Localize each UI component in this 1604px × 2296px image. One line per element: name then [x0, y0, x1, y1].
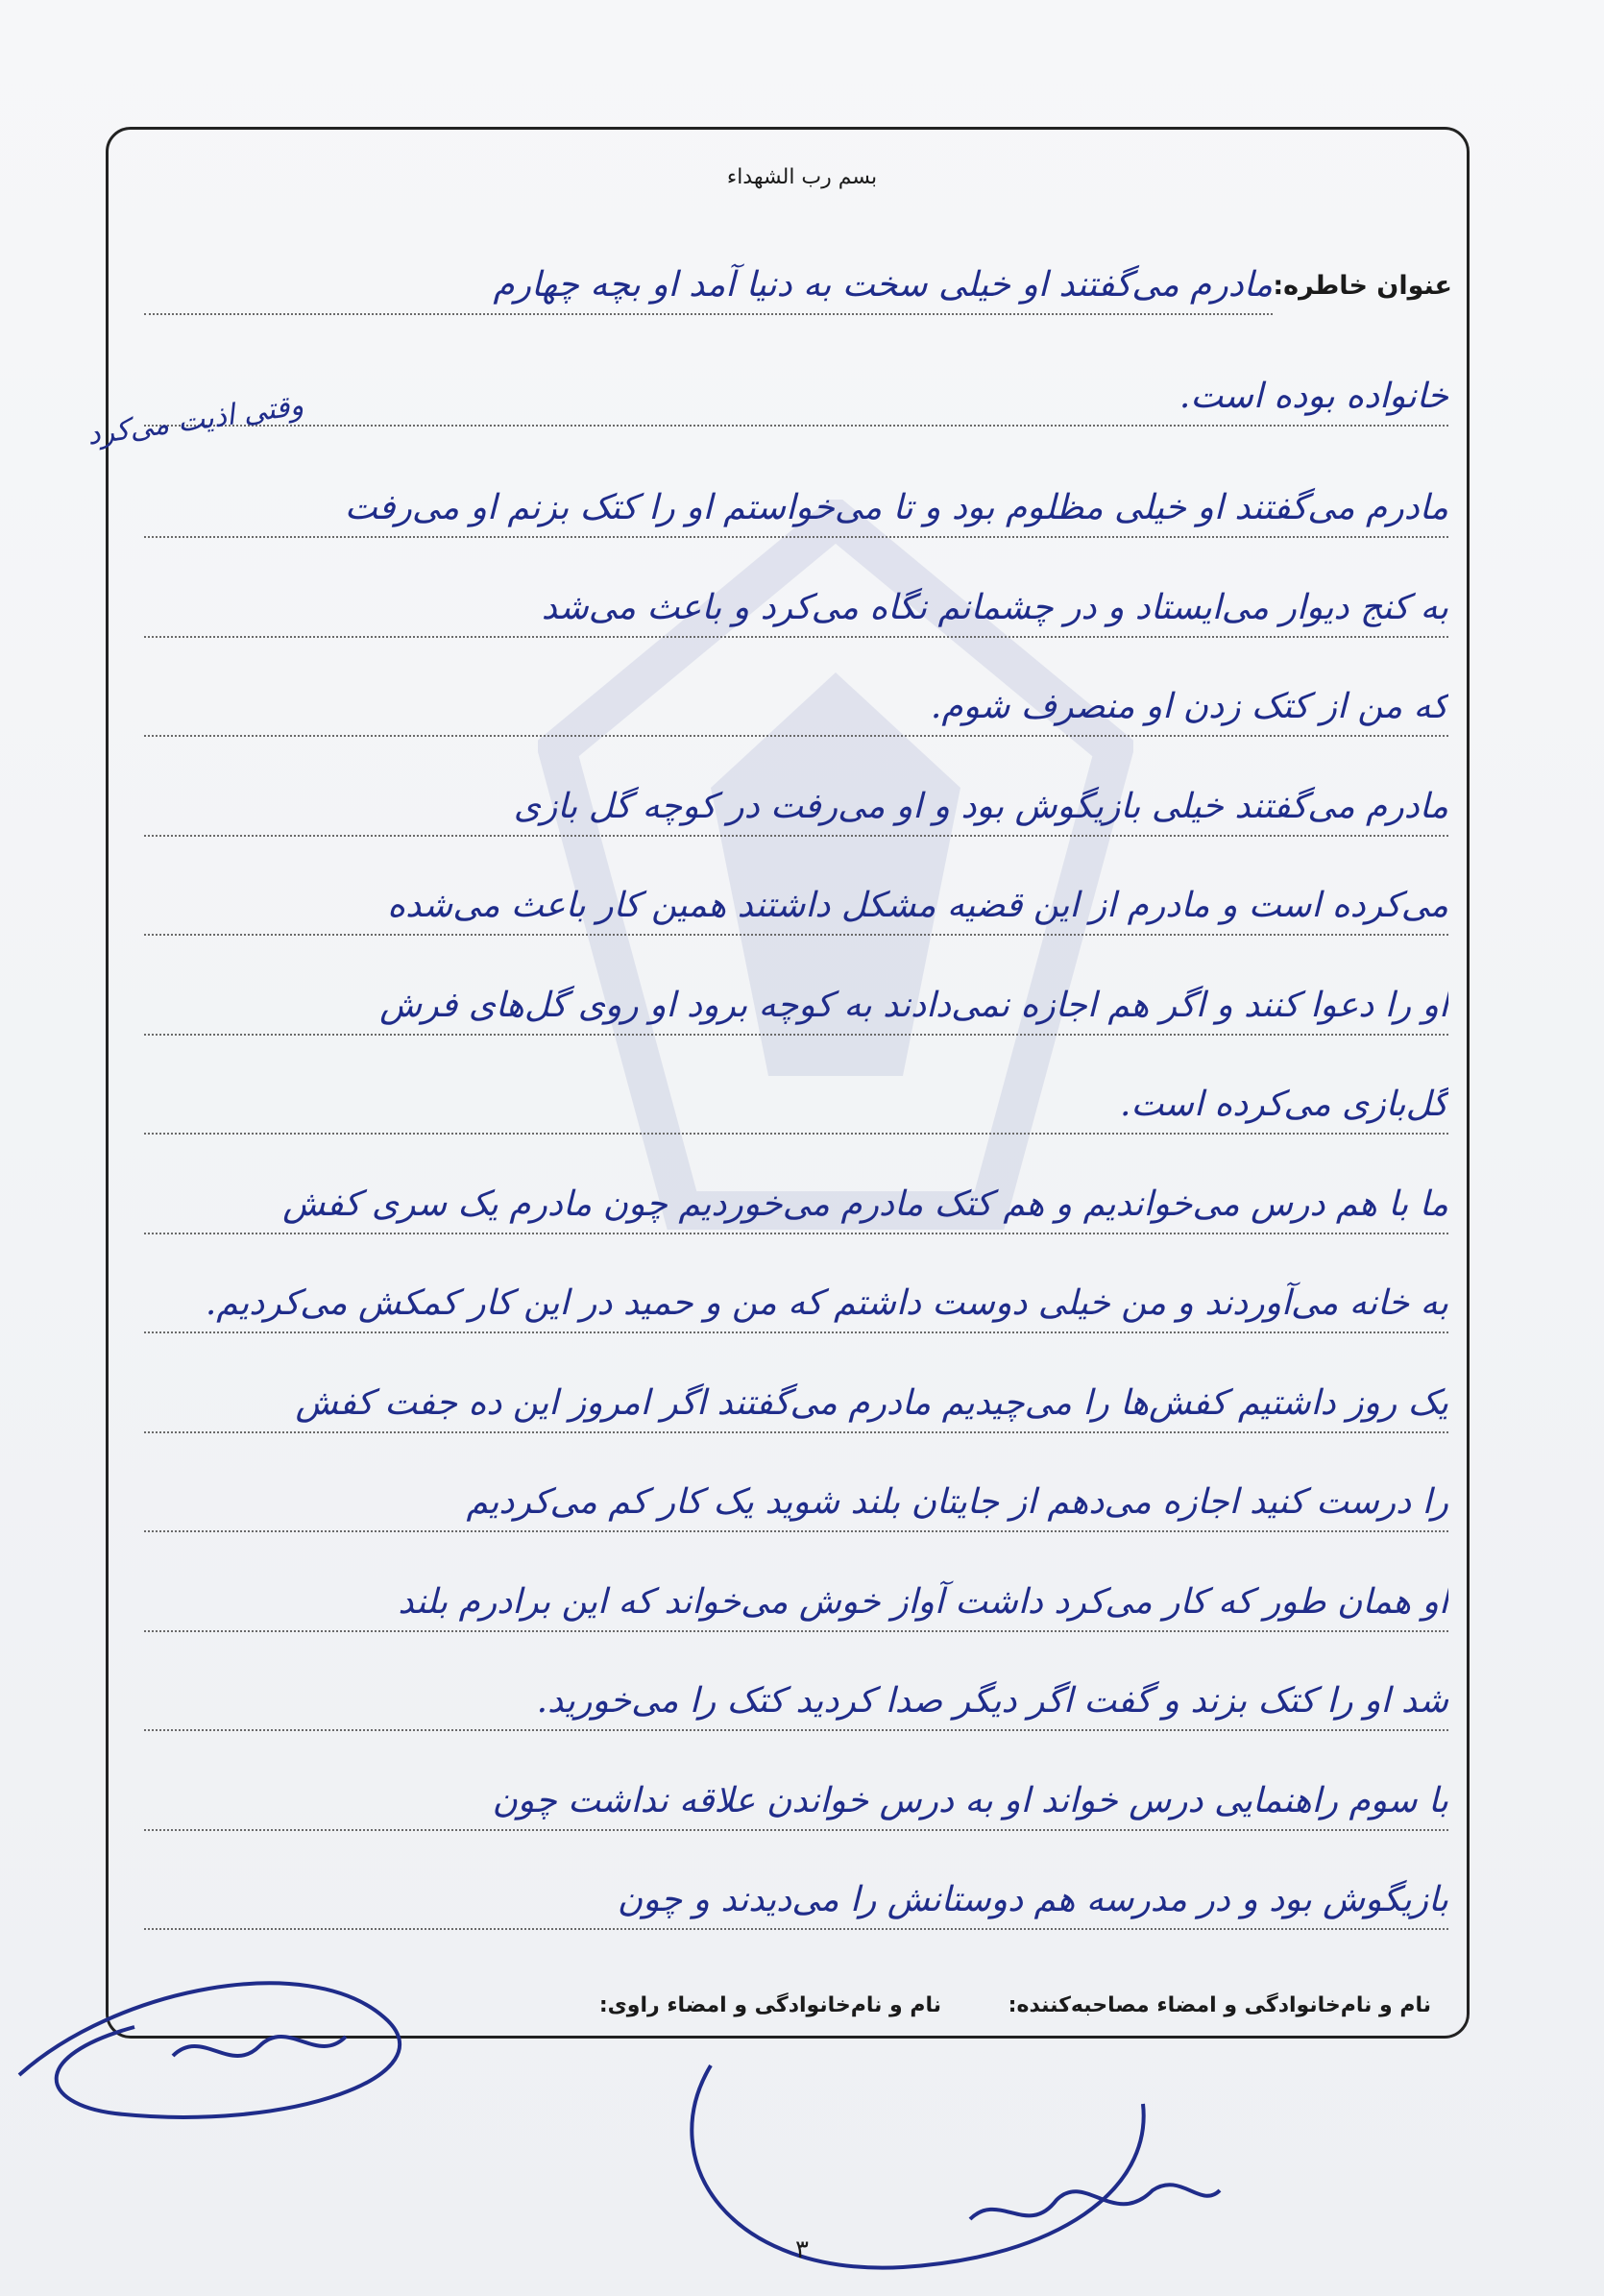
memoir-body-line: می‌کرده است و مادرم از این قضیه مشکل داشتند همین کار باعث می‌شده [144, 878, 1448, 936]
memoir-body-line: را درست کنید اجازه می‌دهم از جایتان بلند شوید یک کار کم می‌کردیم [144, 1475, 1448, 1532]
memoir-subject-line-1: مادرم می‌گفتند او خیلی سخت به دنیا آمد او بچه چهارم [144, 257, 1273, 315]
memoir-body-line: گل‌بازی می‌کرده است. [144, 1077, 1448, 1135]
memoir-body-line: مادرم می‌گفتند او خیلی مظلوم بود و تا می‌خواستم او را کتک بزنم او می‌رفت [144, 480, 1448, 538]
narrator-signature [0, 1912, 538, 2162]
page-number: ۳ [795, 2235, 809, 2264]
memoir-body-line: که من از کتک زدن او منصرف شوم. [144, 679, 1448, 737]
memoir-body-line: یک روز داشتیم کفش‌ها را می‌چیدیم مادرم می‌گفتند اگر امروز این ده جفت کفش [144, 1376, 1448, 1433]
memoir-body-line: با سوم راهنمایی درس خواند او به درس خواندن علاقه نداشت چون [144, 1773, 1448, 1831]
page-header-title: بسم رب الشهداء [726, 165, 878, 189]
memoir-subject-line-2: خانواده بوده است. [144, 369, 1448, 427]
memoir-body-line: مادرم می‌گفتند خیلی بازیگوش بود و او می‌رفت در کوچه گل بازی [144, 779, 1448, 837]
interviewer-label: نام و نام‌خانوادگی و امضاء مصاحبه‌کننده: [1008, 1993, 1431, 2017]
memoir-subject-label: عنوان خاطره: [1273, 271, 1452, 301]
memoir-body-line: شد او را کتک بزند و گفت اگر دیگر صدا کردید کتک را می‌خورید. [144, 1673, 1448, 1731]
narrator-label: نام و نام‌خانوادگی و امضاء راوی: [598, 1993, 941, 2017]
memoir-body-line: به خانه می‌آوردند و من خیلی دوست داشتم که من و حمید در این کار کمکش می‌کردیم. [144, 1276, 1448, 1333]
memoir-body-line: به کنج دیوار می‌ایستاد و در چشمانم نگاه می‌کرد و باعث می‌شد [144, 580, 1448, 638]
memoir-body-line: بازیگوش بود و در مدرسه هم دوستانش را می‌دیدند و چون [144, 1872, 1448, 1930]
memoir-body-line: او همان طور که کار می‌کرد داشت آواز خوش می‌خواند که این برادرم بلند [144, 1575, 1448, 1632]
margin-note: وقتی اذیت می‌کرد [85, 388, 306, 452]
memoir-body-line: او را دعوا کنند و اگر هم اجازه نمی‌دادند به کوچه برود او روی گل‌های فرش [144, 978, 1448, 1036]
memoir-body-line: ما با هم درس می‌خواندیم و هم کتک مادرم می‌خوردیم چون مادرم یک سری کفش [144, 1177, 1448, 1234]
